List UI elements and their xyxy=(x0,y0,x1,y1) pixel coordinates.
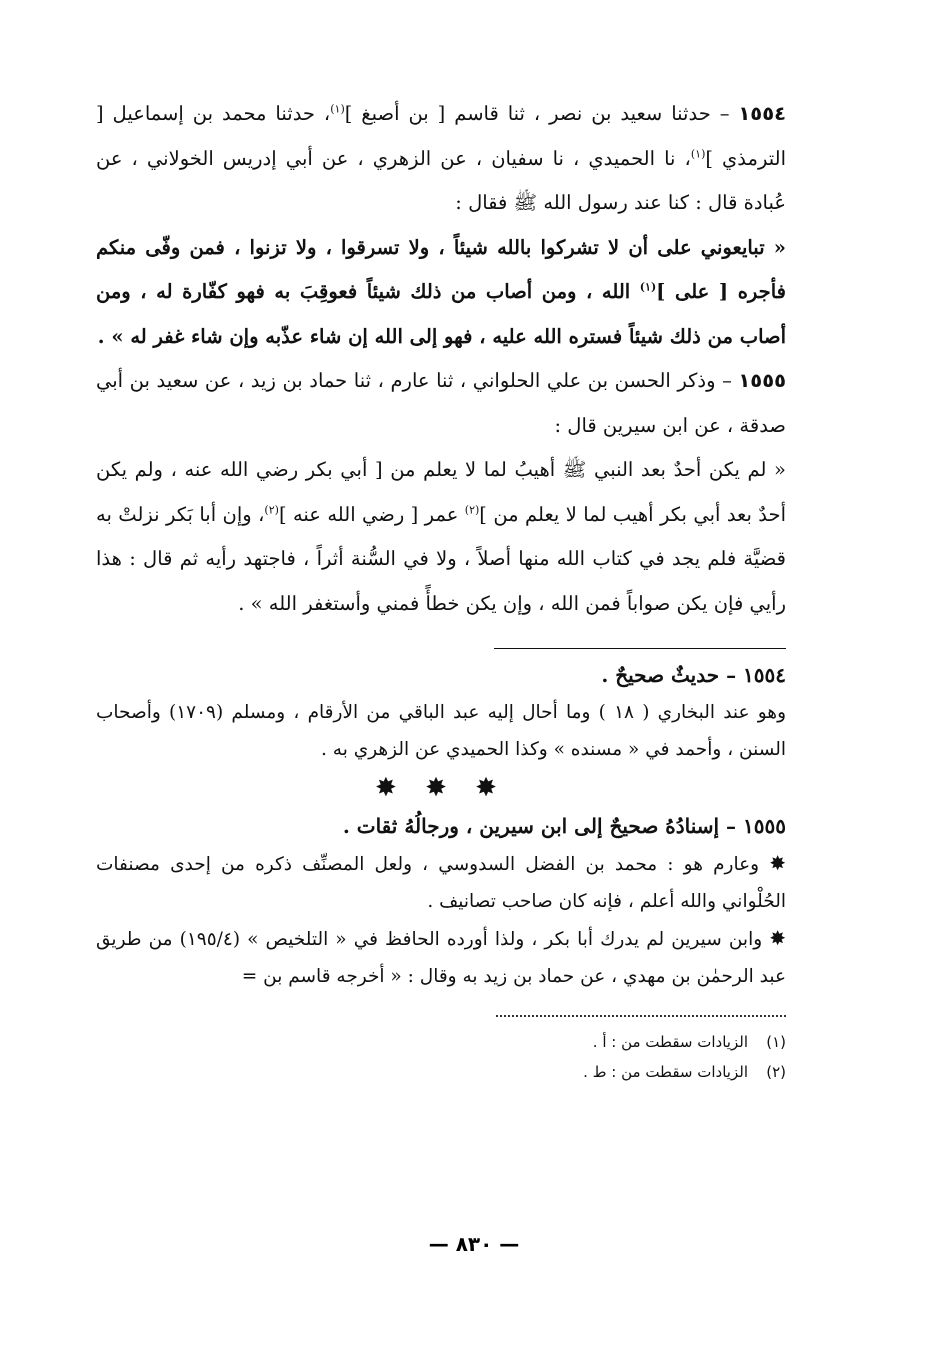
footnote-item xyxy=(96,1057,786,1087)
footnote-item xyxy=(96,1027,786,1057)
hadith-1555-matn xyxy=(96,448,786,626)
footnote-text: الزيادات سقطت من : ط . xyxy=(583,1063,748,1081)
commentary-text: وعارم هو : محمد بن الفضل السدوسي ، ولعل المصنِّف ذكره من إحدى مصنفات الحُلْواني والله أعلم ، فإنه كان صاحب تصانيف . xyxy=(96,854,786,912)
footnote-number: (٢) xyxy=(766,1063,786,1081)
footnote-text: الزيادات سقطت من : أ . xyxy=(592,1033,748,1051)
isnad-text: – حدثنا سعيد بن نصر ، ثنا قاسم [ بن أصبغ ] xyxy=(344,102,739,125)
hadith-1554-isnad xyxy=(96,92,786,226)
book-page xyxy=(96,92,786,1087)
section-divider xyxy=(494,648,786,649)
matn-text: « لم يكن أحدٌ بعد النبي ﷺ أهيبُ لما لا يعلم من [ أبي بكر رضي الله عنه ، ولم يكن أحدٌ بعد أبي بكر أهيب لما لا يعلم من ] xyxy=(96,458,787,526)
matn-text: ، وإن أبا بَكر نزلتْ به قضيَّة فلم يجد في كتاب الله منها أصلاً ، ولا في السُّنة أثراً ، فاجتهد رأيه ثم قال : هذا رأيي فإن يكن صواباً فمن الله ، وإن يكن خطأً فمني وأستغفر الله » . xyxy=(96,502,786,615)
matn-text: « تبايعوني على أن لا تشركوا بالله شيئاً ، ولا تسرقوا ، ولا تزنوا ، فمن وفّى منكم فأجره [ على ] xyxy=(96,235,787,303)
footnote-ref: (١) xyxy=(690,147,706,160)
footnote-separator xyxy=(496,1015,786,1017)
footnote-ref: (٢) xyxy=(464,503,480,516)
footnote-ref: (١) xyxy=(330,102,345,116)
footnote-ref: (١) xyxy=(639,280,657,294)
isnad-text: ، حدثنا محمد بن إسماعيل [ الترمذي ] xyxy=(96,102,786,170)
matn-text: عمر [ رضي الله عنه ] xyxy=(278,502,465,526)
commentary-heading-1554: ١٥٥٤ – حديثٌ صحيحٌ . xyxy=(601,663,786,687)
commentary-text-1554: وهو عند البخاري ( ١٨ ) وما أحال إليه عبد الباقي من الأرقام ، ومسلم (١٧٠٩) وأصحاب السنن ، وأحمد في « مسنده » وكذا الحميدي عن الزهري به . xyxy=(96,702,786,760)
commentary-paragraph xyxy=(96,845,786,920)
commentary-heading-1555: ١٥٥٥ – إسنادُهُ صحيحٌ إلى ابن سيرين ، ورجالُهُ ثقات . xyxy=(342,814,786,838)
commentary-text: وابن سيرين لم يدرك أبا بكر ، ولذا أورده الحافظ في « التلخيص » (١٩٥/٤) من طريق عبد الرحمٰن بن مهدي ، عن حماد بن زيد به وقال : « أخرجه قاسم بن = xyxy=(96,929,786,987)
star-bullet-icon: ✸ xyxy=(769,851,786,875)
page-number: — ٨٣٠ — xyxy=(428,1232,520,1256)
hadith-number: ١٥٥٤ xyxy=(738,102,786,125)
hadith-1555-isnad xyxy=(96,359,786,448)
hadith-number: ١٥٥٥ xyxy=(738,369,786,392)
isnad-text: – وذكر الحسن بن علي الحلواني ، ثنا عارم ، ثنا حماد بن زيد ، عن سعيد بن أبي صدقة ، عن ابن سيرين قال : xyxy=(96,369,786,437)
star-separator: ✸ ✸ ✸ xyxy=(375,773,507,803)
hadith-1554-matn xyxy=(96,226,786,360)
isnad-text: ، نا الحميدي ، نا سفيان ، عن الزهري ، عن أبي إدريس الخولاني ، عن عُبادة قال : كنا عند رسول الله ﷺ فقال : xyxy=(96,146,786,214)
star-bullet-icon: ✸ xyxy=(769,926,786,950)
matn-text: الله ، ومن أصاب من ذلك شيئاً فعوقِبَ به فهو كفّارة له ، ومن أصاب من ذلك شيئاً فستره الله عليه ، فهو إلى الله إن شاء عذّبه وإن شاء غفر له » . xyxy=(96,280,786,348)
footnote-ref: (٢) xyxy=(264,503,279,516)
footnotes xyxy=(96,1027,786,1087)
commentary-section xyxy=(96,657,786,995)
footnote-number: (١) xyxy=(766,1033,786,1051)
main-text xyxy=(96,92,786,626)
commentary-paragraph xyxy=(96,920,786,995)
